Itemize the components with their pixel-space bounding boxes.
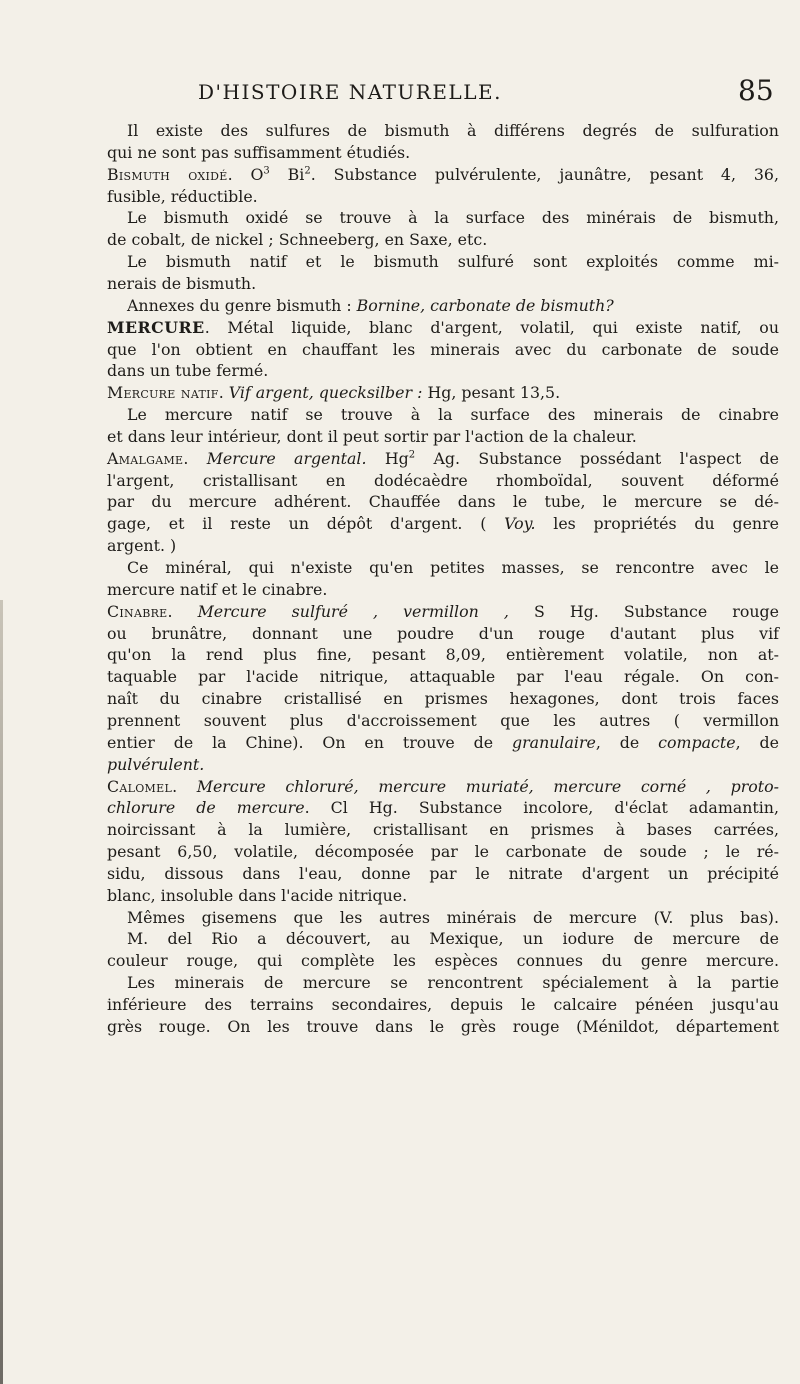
entry-term: Amalgame (107, 448, 184, 468)
text-run: S Hg. Substance rouge (508, 601, 779, 621)
text-run: Il existe des sulfures de bismuth à différens degrés de sulfuration (127, 121, 779, 140)
text-run: mercure natif et le cinabre. (107, 579, 328, 599)
text-line (107, 754, 779, 776)
text-line (107, 142, 779, 164)
text-run: de cobalt, de nickel ; Schneeberg, en Saxe, etc. (107, 230, 488, 250)
text-line (127, 207, 779, 229)
entry-term: Calomel (107, 776, 173, 796)
text-run: Bornine, carbonate de bismuth? (356, 295, 614, 315)
text-run: fusible, réductible. (107, 186, 258, 206)
text-run: , de (595, 732, 659, 752)
text-run: qui ne sont pas suffisamment étudiés. (107, 142, 411, 162)
text-run: Les minerais de mercure se rencontrent spécialement à la partie (127, 973, 779, 993)
text-line (107, 601, 779, 623)
page-number: 85 (738, 74, 774, 107)
text-run: noircissant à la lumière, cristallisant en prismes à bases carrées, (107, 820, 779, 840)
text-line (107, 732, 779, 754)
text-line (107, 339, 779, 361)
text-line (107, 950, 779, 972)
text-run: Ce minéral, qui n'existe qu'en petites masses, se rencontre avec le (127, 558, 779, 577)
text-run: Hg, pesant 13,5. (422, 383, 561, 403)
text-line (107, 535, 779, 557)
text-run: Bi (269, 164, 305, 184)
text-run: argent. ) (107, 536, 177, 556)
text-run: ou brunâtre, donnant une poudre d'un rouge d'autant plus vif (107, 623, 779, 643)
text-run: l'argent, cristallisant en dodécaèdre rhomboïdal, souvent déformé (107, 470, 779, 490)
text-line (107, 426, 779, 448)
text-run: Voy. (504, 514, 536, 534)
text-run: nerais de bismuth. (107, 273, 257, 293)
text-line (107, 448, 779, 470)
text-line (107, 186, 779, 208)
text-run: compacte (658, 732, 736, 752)
running-header (0, 74, 800, 110)
text-run: Vif argent, quecksilber : (228, 383, 423, 403)
text-run: Mercure argental. (206, 448, 367, 468)
text-line (107, 1016, 779, 1038)
text-line (107, 688, 779, 710)
text-line (107, 360, 779, 382)
text-run: blanc, insoluble dans l'acide nitrique. (107, 885, 408, 905)
text-run: . O (227, 164, 264, 184)
entry-term: MERCURE (107, 317, 205, 337)
text-line (127, 295, 779, 317)
running-title: D'HISTOIRE NATURELLE. (198, 80, 502, 104)
text-line (127, 120, 779, 142)
text-run: Hg (366, 448, 409, 468)
text-run: M. del Rio a découvert, au Mexique, un iodure de mercure de (127, 929, 779, 949)
entry-term: Mercure natif (107, 383, 219, 403)
text-run: grès rouge. On les trouve dans le grès rouge (Ménildot, département (107, 1016, 779, 1036)
text-line (107, 994, 779, 1016)
text-run: . (167, 601, 198, 621)
text-run: . (183, 448, 207, 468)
entry-term: Cinabre (107, 601, 168, 621)
text-line (107, 470, 779, 492)
text-line (107, 164, 779, 186)
text-run: qu'on la rend plus fine, pesant 8,09, entièrement volatile, non at- (107, 645, 779, 665)
text-run: Le mercure natif se trouve à la surface des minerais de cinabre (127, 405, 779, 425)
text-run: Mêmes gisemens que les autres minérais de mercure (V. plus bas). (127, 907, 779, 927)
text-run: que l'on obtient en chauffant les minerais avec du carbonate de soude (107, 339, 779, 359)
text-line (107, 317, 779, 339)
text-run: . Substance pulvérulente, jaunâtre, pesant 4, 36, (310, 164, 779, 184)
text-line (107, 776, 779, 798)
text-run: granulaire (512, 732, 596, 752)
text-run: couleur rouge, qui complète les espèces connues du genre mercure. (107, 951, 779, 971)
text-run: et dans leur intérieur, dont il peut sortir par l'action de la chaleur. (107, 426, 637, 446)
text-line (107, 491, 779, 513)
text-run: Ag. Substance possédant l'aspect de (415, 448, 779, 468)
text-line (107, 644, 779, 666)
text-run: taquable par l'acide nitrique, attaquable par l'eau régale. On con- (107, 667, 779, 687)
text-run: Le bismuth natif et le bismuth sulfuré sont exploités comme mi- (127, 252, 779, 272)
text-line (107, 819, 779, 841)
text-run: inférieure des terrains secondaires, depuis le calcaire pénéen jusqu'au (107, 995, 779, 1014)
text-line (127, 928, 779, 950)
text-line (107, 797, 779, 819)
text-line (107, 863, 779, 885)
text-line (107, 841, 779, 863)
text-run: Mercure sulfuré , vermillon , (197, 601, 509, 621)
text-run: naît du cinabre cristallisé en prismes hexagones, dont trois faces (107, 689, 779, 709)
text-run: sidu, dissous dans l'eau, donne par le nitrate d'argent un précipité (107, 863, 779, 883)
text-run: Mercure chloruré, mercure muriaté, mercure corné , proto- (196, 776, 779, 796)
text-run: par du mercure adhérent. Chauffée dans le tube, le mercure se dé- (107, 492, 779, 512)
text-line (127, 404, 779, 426)
text-line (107, 666, 779, 688)
text-run: pulvérulent. (107, 754, 205, 774)
text-run: les propriétés du genre (535, 514, 779, 534)
text-run: 2 (408, 449, 416, 461)
text-run: . Métal liquide, blanc d'argent, volatil, qui existe natif, ou (204, 317, 779, 337)
text-line (127, 557, 779, 579)
text-line (107, 710, 779, 732)
text-run: , de (735, 732, 779, 752)
text-line (107, 513, 779, 535)
entry-term: Bismuth oxidé (107, 164, 228, 184)
page-edge-shadow (0, 600, 3, 1384)
text-run: pesant 6,50, volatile, décomposée par le carbonate de soude ; le ré- (107, 842, 779, 862)
text-run: . (172, 776, 197, 796)
text-line (127, 972, 779, 994)
text-line (107, 885, 779, 907)
text-line (107, 579, 779, 601)
text-run: Annexes du genre bismuth : (127, 295, 357, 315)
text-line (107, 229, 779, 251)
text-run: gage, et il reste un dépôt d'argent. ( (107, 514, 505, 534)
text-line (107, 382, 779, 404)
text-line (127, 251, 779, 273)
text-run: . (218, 383, 229, 403)
text-run: chlorure de mercure (107, 798, 305, 818)
text-line (127, 907, 779, 929)
text-run: . Cl Hg. Substance incolore, d'éclat adamantin, (304, 798, 780, 818)
text-line (107, 273, 779, 295)
text-run: prennent souvent plus d'accroissement que les autres ( vermillon (107, 710, 779, 730)
text-run: Le bismuth oxidé se trouve à la surface des minérais de bismuth, (127, 208, 779, 228)
text-run: 3 (263, 165, 270, 177)
text-run: 2 (304, 165, 311, 177)
text-run: entier de la Chine). On en trouve de (107, 732, 512, 752)
text-run: dans un tube fermé. (107, 361, 269, 381)
text-line (107, 623, 779, 645)
